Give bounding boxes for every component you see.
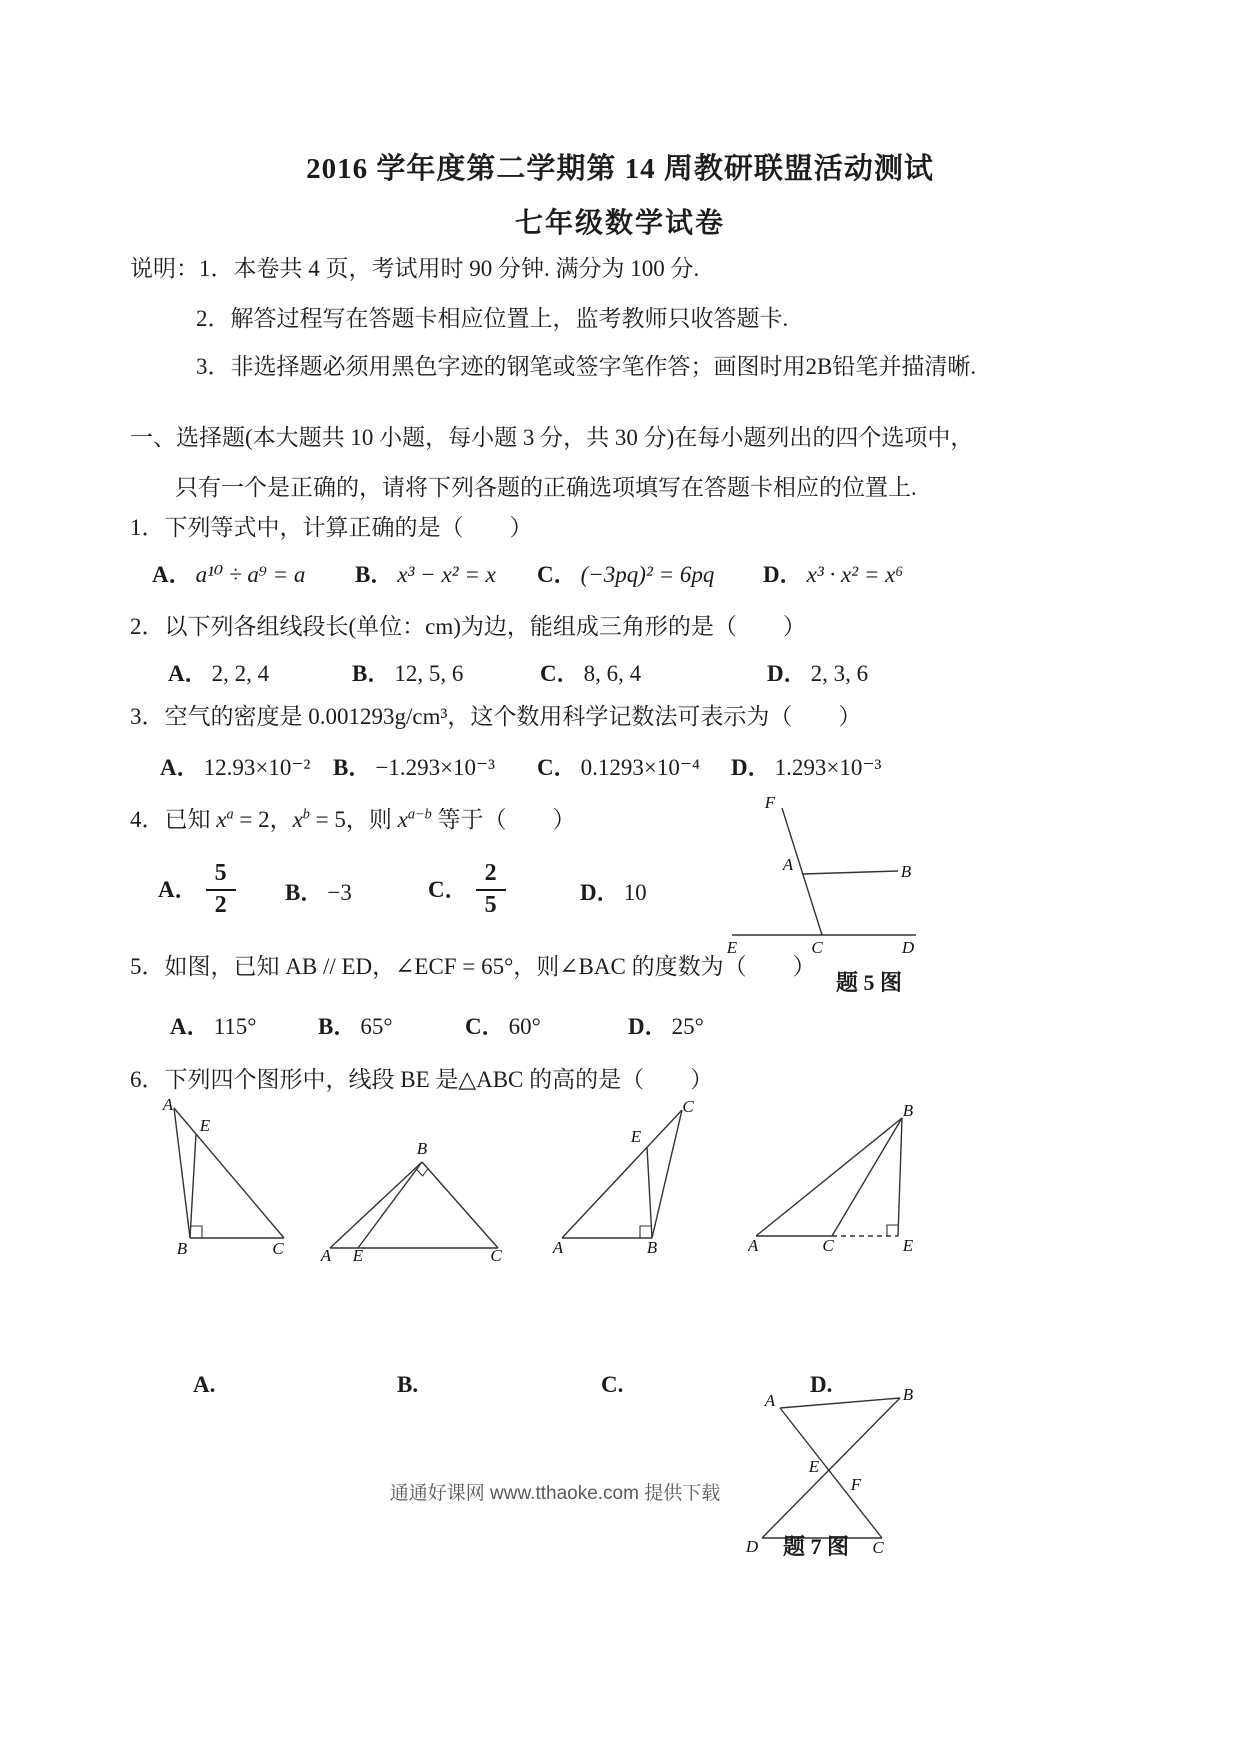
math-var: x — [292, 807, 303, 832]
instruction-line-2: 2．解答过程写在答题卡相应位置上，监考教师只收答题卡. — [196, 306, 789, 331]
point-label-C: C — [872, 1538, 884, 1554]
fraction-denominator: 2 — [214, 892, 227, 918]
point-label-E: E — [630, 1127, 642, 1146]
option-text: 115° — [213, 1014, 257, 1039]
point-label-E: E — [808, 1457, 820, 1476]
fraction-denominator: 5 — [484, 892, 497, 918]
figure-question-6-option-a — [160, 1096, 295, 1256]
fraction-numerator: 2 — [476, 860, 506, 891]
option-text: (−3pq)² = 6pq — [580, 562, 715, 587]
line-AC — [562, 1110, 682, 1238]
question-6-answer-letter-a: A. — [193, 1372, 216, 1397]
question-2-option-b — [352, 660, 463, 689]
question-6-answer-letter-d: D. — [810, 1372, 833, 1397]
point-label-B: B — [176, 1239, 188, 1256]
option-text: 2, 2, 4 — [211, 661, 270, 686]
question-4-option-a — [158, 858, 236, 922]
stem-text: = 2， — [233, 807, 293, 832]
option-label: B． — [352, 661, 391, 686]
line-BC — [422, 1162, 498, 1248]
option-text: 25° — [671, 1014, 704, 1039]
right-angle-mark — [887, 1225, 898, 1236]
point-label-E: E — [726, 938, 738, 957]
stem-text: = 5，则 — [309, 807, 398, 832]
instruction-line-3: 3．非选择题必须用黑色字迹的钢笔或签字笔作答；画图时用2B铅笔并描清晰. — [196, 354, 977, 379]
line-AB — [330, 1162, 422, 1248]
line-AB — [780, 1398, 900, 1408]
point-label-C: C — [811, 938, 823, 957]
point-label-C: C — [490, 1246, 502, 1262]
line-AB — [756, 1118, 902, 1236]
option-label: D． — [767, 661, 807, 686]
math-exponent: a−b — [407, 806, 432, 823]
option-text: x³ − x² = x — [397, 562, 496, 587]
option-text: 2, 3, 6 — [810, 661, 869, 686]
option-text: −3 — [327, 880, 352, 905]
section-one-heading-line-2: 只有一个是正确的，请将下列各题的正确选项填写在答题卡相应的位置上. — [175, 475, 917, 500]
point-label-B: B — [902, 1102, 914, 1120]
point-label-B: B — [416, 1140, 428, 1158]
math-var: x — [216, 807, 227, 832]
option-label: D． — [628, 1014, 668, 1039]
point-label-A: A — [764, 1391, 776, 1410]
option-label: C． — [428, 876, 468, 902]
question-5-option-d — [628, 1013, 704, 1042]
line-BE — [647, 1147, 652, 1238]
option-text: 10 — [623, 880, 647, 905]
option-text: 8, 6, 4 — [583, 661, 642, 686]
option-text: 1.293×10⁻³ — [774, 755, 882, 780]
line-BC — [652, 1110, 682, 1238]
option-label: B． — [355, 562, 394, 587]
line-CB — [832, 1118, 902, 1236]
option-text: x³ · x² = x⁶ — [806, 562, 904, 587]
figure-7-caption: 题 7 图 — [783, 1534, 850, 1559]
option-label: D． — [580, 880, 620, 905]
question-4-option-d — [580, 879, 647, 908]
option-label: A． — [168, 661, 208, 686]
question-3-option-d — [731, 754, 881, 783]
section-one-heading-line-1: 一、选择题(本大题共 10 小题，每小题 3 分，共 30 分)在每小题列出的四个选项中， — [130, 425, 974, 450]
option-label: C． — [537, 562, 577, 587]
line-AB — [803, 871, 898, 874]
option-text: 12.93×10⁻² — [203, 755, 311, 780]
option-label: D． — [763, 562, 803, 587]
option-label: C． — [537, 755, 577, 780]
line-BD — [762, 1398, 900, 1538]
question-4-option-b — [285, 879, 352, 908]
question-3-stem: 3．空气的密度是 0.001293g/cm³，这个数用科学记数法可表示为（ ） — [130, 704, 862, 729]
point-label-A: A — [748, 1236, 759, 1254]
option-text: 12, 5, 6 — [394, 661, 464, 686]
point-label-F: F — [764, 793, 776, 812]
point-label-E: E — [902, 1236, 914, 1254]
fraction — [476, 860, 506, 919]
line-AC — [780, 1408, 882, 1538]
question-2-option-c — [540, 660, 641, 689]
figure-question-6-option-c — [552, 1096, 697, 1256]
line-AB — [174, 1108, 190, 1238]
option-text: a¹⁰ ÷ a⁹ = a — [195, 562, 306, 587]
point-label-C: C — [822, 1236, 834, 1254]
stem-text: 4．已知 — [130, 807, 217, 832]
right-angle-mark — [190, 1226, 202, 1238]
point-label-C: C — [682, 1097, 694, 1116]
point-label-A: A — [552, 1238, 564, 1256]
instruction-line-1: 说明：1．本卷共 4 页，考试用时 90 分钟. 满分为 100 分. — [130, 256, 700, 281]
exam-subtitle: 七年级数学试卷 — [514, 208, 725, 239]
math-exponent: a — [226, 806, 234, 823]
option-text: 65° — [360, 1014, 393, 1039]
question-5-stem: 5．如图，已知 AB // ED，∠ECF = 65°，则∠BAC 的度数为（ ） — [130, 954, 816, 979]
option-text: −1.293×10⁻³ — [375, 755, 496, 780]
question-3-option-c — [537, 754, 700, 783]
question-1-option-d — [763, 561, 903, 590]
site-watermark-footer: 通通好课网 www.tthaoke.com 提供下载 — [389, 1483, 721, 1504]
right-angle-mark — [417, 1169, 428, 1176]
question-5-option-c — [465, 1013, 541, 1042]
figure-question-7 — [732, 1386, 917, 1554]
option-label: B． — [318, 1014, 357, 1039]
question-6-stem: 6．下列四个图形中，线段 BE 是△ABC 的高的是（ ） — [130, 1067, 714, 1092]
question-1-option-b — [355, 561, 496, 590]
question-3-option-a — [160, 754, 310, 783]
figure-question-5 — [718, 792, 933, 957]
point-label-D: D — [745, 1537, 759, 1554]
option-label: B． — [333, 755, 372, 780]
option-text: 0.1293×10⁻⁴ — [580, 755, 701, 780]
figure-question-6-option-d — [748, 1102, 918, 1254]
figure-5-caption: 题 5 图 — [836, 970, 903, 995]
point-label-E: E — [199, 1116, 211, 1135]
question-1-option-a — [152, 561, 305, 590]
question-5-option-b — [318, 1013, 393, 1042]
question-6-answer-letter-b: B. — [397, 1372, 419, 1397]
math-var: x — [397, 807, 408, 832]
point-label-A: A — [782, 855, 794, 874]
point-label-B: B — [646, 1238, 658, 1256]
point-label-F: F — [850, 1475, 862, 1494]
option-label: C． — [540, 661, 580, 686]
question-1-stem: 1．下列等式中，计算正确的是（ ） — [130, 515, 533, 540]
option-label: A． — [170, 1014, 210, 1039]
option-label: A． — [158, 876, 198, 902]
question-2-option-a — [168, 660, 269, 689]
line-BE — [358, 1162, 422, 1248]
option-label: A． — [160, 755, 200, 780]
point-label-C: C — [272, 1239, 284, 1256]
exam-title: 2016 学年度第二学期第 14 周教研联盟活动测试 — [306, 153, 934, 185]
right-angle-mark — [640, 1226, 652, 1238]
question-2-stem: 2．以下列各组线段长(单位：cm)为边，能组成三角形的是（ ） — [130, 614, 806, 639]
fraction — [206, 860, 236, 919]
math-exponent: b — [302, 806, 310, 823]
point-label-A: A — [320, 1246, 332, 1262]
line-BE — [190, 1134, 196, 1238]
line-BE — [898, 1118, 902, 1236]
fraction-numerator: 5 — [206, 860, 236, 891]
question-3-option-b — [333, 754, 495, 783]
point-label-E: E — [352, 1246, 364, 1262]
question-5-option-a — [170, 1013, 256, 1042]
point-label-B: B — [902, 1386, 914, 1404]
option-label: A． — [152, 562, 192, 587]
question-4-option-c — [428, 858, 506, 922]
option-label: D． — [731, 755, 771, 780]
point-label-B: B — [900, 862, 912, 881]
option-label: C． — [465, 1014, 505, 1039]
option-label: B． — [285, 880, 324, 905]
question-1-option-c — [537, 561, 714, 590]
point-label-A: A — [162, 1096, 174, 1114]
question-4-stem — [130, 806, 576, 835]
figure-question-6-option-b — [318, 1140, 508, 1262]
point-label-D: D — [901, 938, 915, 957]
question-2-option-d — [767, 660, 868, 689]
option-text: 60° — [508, 1014, 541, 1039]
question-6-answer-letter-c: C. — [601, 1372, 624, 1397]
stem-text: 等于（ ） — [431, 807, 576, 832]
